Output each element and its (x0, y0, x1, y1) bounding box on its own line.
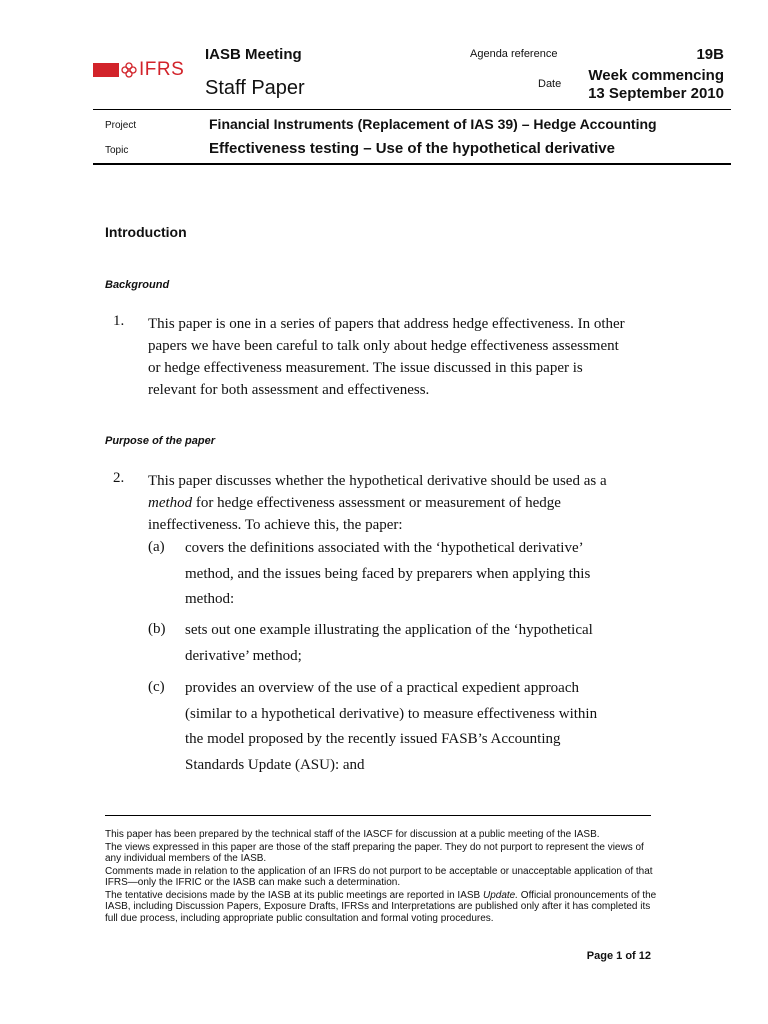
logo-red-bar (93, 63, 119, 77)
item-c-line: (similar to a hypothetical derivative) to measure effectiveness within (185, 705, 598, 722)
item-c-text (185, 676, 665, 778)
background-heading: Background (105, 279, 170, 291)
date-label: Date (538, 78, 562, 90)
footer-note (105, 890, 660, 925)
ifrs-logo (93, 60, 188, 80)
item-a-label: (a) (148, 539, 165, 555)
page-number: Page 1 of 12 (586, 950, 651, 962)
paragraph-1-number: 1. (113, 313, 125, 329)
footer-notes (105, 829, 660, 925)
item-c-label: (c) (148, 679, 165, 695)
paragraph-2-line: ineffectiveness. To achieve this, the paper: (148, 517, 403, 533)
agenda-reference: 19B (696, 46, 724, 63)
purpose-heading: Purpose of the paper (105, 435, 216, 447)
footer-rule (105, 815, 651, 816)
project-value: Financial Instruments (Replacement of IAS 39) – Hedge Accounting (209, 116, 657, 132)
footer-note-part: The tentative decisions made by the IASB at its public meetings are reported in IASB (105, 889, 483, 901)
item-b-label: (b) (148, 621, 166, 637)
header-rule (93, 109, 731, 110)
meeting-title: IASB Meeting (205, 46, 302, 63)
topic-rule (93, 163, 731, 165)
paper-type: Staff Paper (205, 77, 305, 99)
topic-label: Topic (105, 145, 129, 156)
item-a-line: method, and the issues being faced by preparers when applying this (185, 565, 591, 582)
paragraph-1-line: This paper is one in a series of papers that address hedge effectiveness. In other (148, 316, 625, 332)
item-a-line: covers the definitions associated with the ‘hypothetical derivative’ (185, 540, 584, 556)
paragraph-1-line: papers we have been careful to talk only about hedge effectiveness assessment (148, 338, 619, 354)
paragraph-1-line: or hedge effectiveness measurement. The issue discussed in this paper is (148, 360, 583, 376)
date-line-2: 13 September 2010 (588, 85, 724, 102)
section-title: Introduction (105, 224, 187, 240)
footer-note: The views expressed in this paper are those of the staff preparing the paper. They do not purport to represent the views of any individual members of the IASB. (105, 841, 644, 864)
ifrs-flower-icon (120, 61, 138, 79)
item-a-line: method: (185, 591, 235, 607)
logo-text: IFRS (139, 59, 185, 80)
item-c-line: the model proposed by the recently issued FASB’s Accounting (185, 731, 561, 747)
footer-note-part: Official pronouncements of the IASB, including Discussion Papers, Exposure Drafts, IFRSs and Interpretations are published only after it has completed its full due process, including appropriate public consultation and formal voting procedures. (105, 889, 657, 924)
update-emphasis: Update. (482, 889, 519, 901)
date-line-1: Week commencing (588, 67, 724, 84)
agenda-label: Agenda reference (470, 48, 558, 60)
item-b-text (185, 618, 665, 669)
item-c-line: Standards Update (ASU): and (185, 756, 365, 773)
paragraph-2-line: This paper discusses whether the hypothetical derivative should be used as a (148, 473, 607, 489)
paragraph-2-number: 2. (113, 470, 125, 486)
paragraph-2-line (148, 492, 668, 514)
item-c-line: provides an overview of the use of a practical expedient approach (185, 680, 579, 696)
paragraph-1 (148, 313, 668, 401)
meeting-date (588, 67, 724, 103)
project-label: Project (105, 120, 137, 131)
item-b-line: sets out one example illustrating the application of the ‘hypothetical (185, 622, 593, 638)
item-b-line: derivative’ method; (185, 647, 302, 664)
item-a-text (185, 536, 665, 613)
paragraph-2 (148, 470, 668, 536)
footer-note: This paper has been prepared by the technical staff of the IASCF for discussion at a public meeting of the IASB. (105, 829, 600, 840)
paragraph-2-line-rest: for hedge effectiveness assessment or measurement of hedge (192, 495, 561, 511)
method-emphasis: method (148, 495, 193, 511)
footer-note: Comments made in relation to the application of an IFRS do not purport to be acceptable or unacceptable application of that IFRS—only the IFRIC or the IASB can make such a determination. (105, 865, 653, 888)
topic-value: Effectiveness testing – Use of the hypothetical derivative (209, 140, 615, 157)
paragraph-1-line: relevant for both assessment and effectiveness. (148, 382, 430, 398)
